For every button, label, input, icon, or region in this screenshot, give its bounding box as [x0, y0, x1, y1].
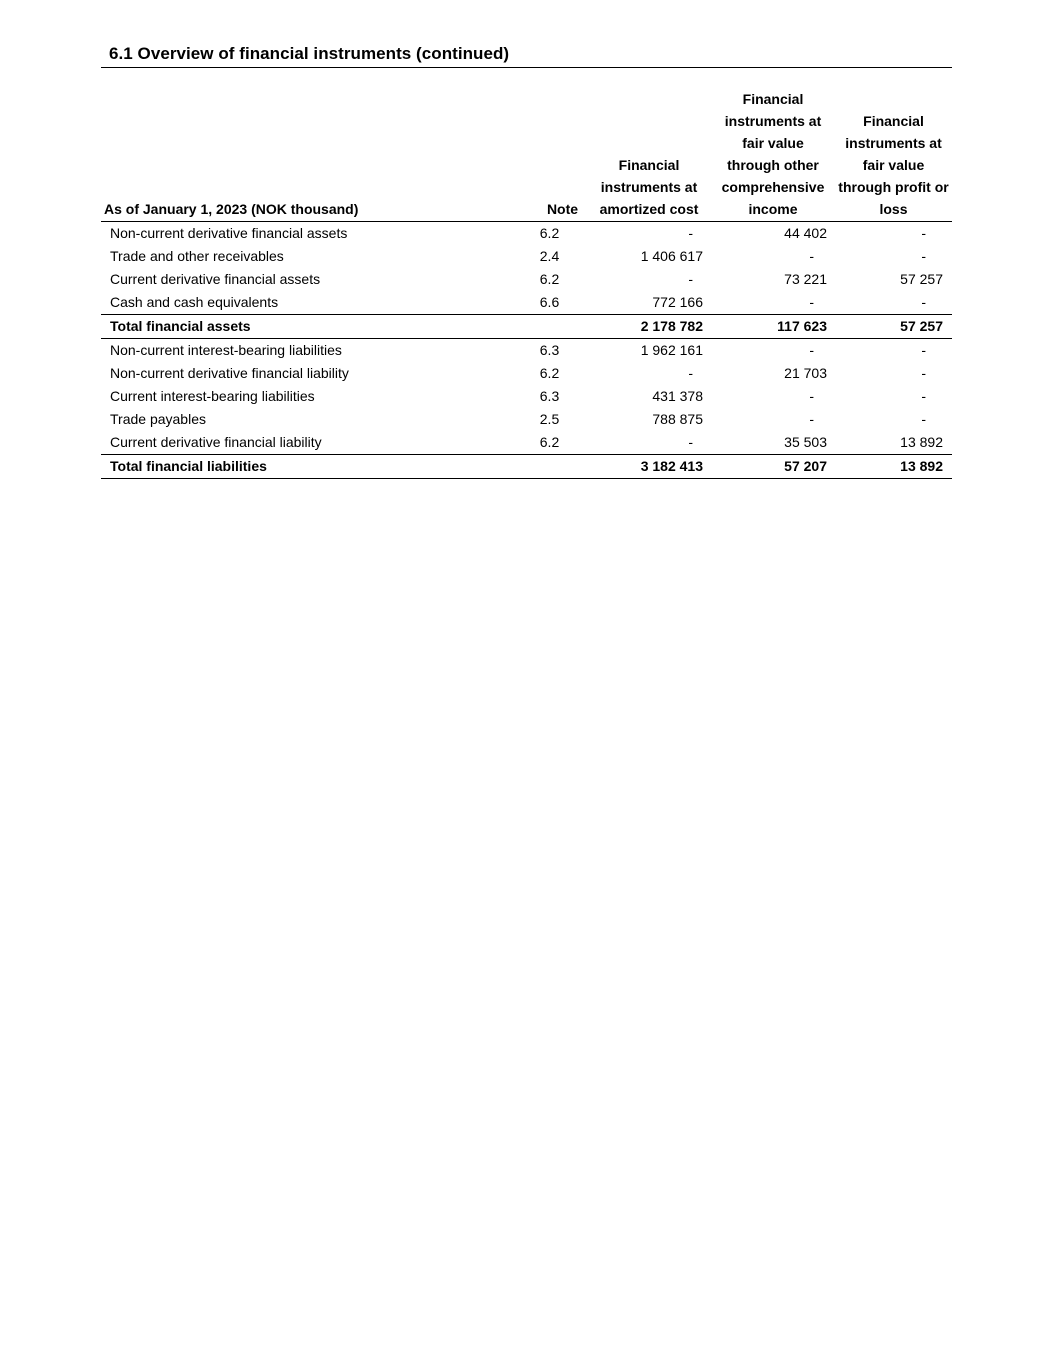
row-note: 6.3 — [539, 388, 560, 404]
row-label: Total financial assets — [101, 315, 511, 339]
row-note: 6.6 — [539, 294, 560, 310]
header-line: instruments at — [724, 113, 822, 129]
cell-fvoci: - — [809, 411, 814, 427]
cell-amortized-cost: 2 178 782 — [587, 315, 711, 339]
row-label: Total financial liabilities — [101, 455, 511, 479]
header-line: loss — [879, 201, 908, 217]
header-line: through other — [727, 157, 819, 173]
header-note: Note — [511, 88, 587, 222]
row-note: 6.2 — [539, 434, 560, 450]
table-row — [101, 245, 952, 268]
header-line: Financial — [742, 91, 804, 107]
cell-fvoci: 35 503 — [784, 434, 827, 450]
row-note: 6.2 — [539, 225, 560, 241]
cell-fvoci: - — [809, 294, 814, 310]
cell-fvtpl: - — [921, 388, 926, 404]
cell-fvtpl: 57 257 — [835, 315, 952, 339]
header-line: through profit or — [838, 179, 949, 195]
row-label: Current interest-bearing liabilities — [110, 388, 315, 404]
cell-fvtpl: - — [921, 248, 926, 264]
header-line: fair value — [862, 157, 925, 173]
row-note: 2.4 — [539, 248, 560, 264]
cell-amortized-cost: 3 182 413 — [587, 455, 711, 479]
cell-fvtpl: - — [921, 365, 926, 381]
header-label: As of January 1, 2023 (NOK thousand) — [101, 88, 511, 222]
financial-instruments-table — [101, 68, 952, 479]
cell-fvtpl: 13 892 — [900, 434, 943, 450]
cell-amortized-cost: 1 962 161 — [640, 342, 703, 358]
header-line: Financial — [618, 157, 680, 173]
cell-fvtpl: - — [921, 342, 926, 358]
cell-fvtpl: - — [921, 225, 926, 241]
table-row — [101, 362, 952, 385]
document-page — [101, 44, 952, 479]
table-row — [101, 268, 952, 291]
cell-amortized-cost: 772 166 — [652, 294, 703, 310]
table-row — [101, 339, 952, 363]
cell-amortized-cost: - — [688, 434, 693, 450]
header-line: instruments at — [845, 135, 942, 151]
cell-fvoci: 117 623 — [711, 315, 835, 339]
cell-amortized-cost: - — [688, 225, 693, 241]
total-financial-assets-row — [101, 315, 952, 339]
row-label: Trade payables — [110, 411, 206, 427]
cell-fvoci: 73 221 — [784, 271, 827, 287]
table-row — [101, 408, 952, 431]
total-financial-liabilities-row — [101, 455, 952, 479]
cell-amortized-cost: - — [688, 365, 693, 381]
cell-fvoci: - — [809, 388, 814, 404]
section-title: 6.1 Overview of financial instruments (continued) — [101, 44, 952, 68]
row-note — [511, 455, 587, 479]
table-row — [101, 222, 952, 246]
cell-fvtpl: 57 257 — [900, 271, 943, 287]
cell-fvoci: 57 207 — [711, 455, 835, 479]
row-note: 2.5 — [539, 411, 560, 427]
row-label: Cash and cash equivalents — [110, 294, 279, 310]
header-line: Financial — [863, 113, 924, 129]
header-amortized-cost — [587, 88, 711, 222]
cell-fvtpl: - — [921, 294, 926, 310]
cell-fvoci: - — [809, 342, 814, 358]
header-fvtpl — [835, 88, 952, 222]
cell-amortized-cost: 1 406 617 — [640, 248, 703, 264]
row-note: 6.2 — [539, 271, 560, 287]
row-note — [511, 315, 587, 339]
cell-amortized-cost: 431 378 — [652, 388, 703, 404]
header-line: amortized cost — [599, 201, 699, 217]
cell-fvtpl: - — [921, 411, 926, 427]
row-label: Current derivative financial assets — [110, 271, 321, 287]
header-line: fair value — [742, 135, 804, 151]
row-note: 6.3 — [539, 342, 560, 358]
cell-amortized-cost: - — [688, 271, 693, 287]
row-label: Current derivative financial liability — [110, 434, 322, 450]
header-line: comprehensive — [721, 179, 825, 195]
cell-amortized-cost: 788 875 — [652, 411, 703, 427]
row-note: 6.2 — [539, 365, 560, 381]
header-fvoci — [711, 88, 835, 222]
row-label: Non-current interest-bearing liabilities — [110, 342, 342, 358]
cell-fvtpl: 13 892 — [835, 455, 952, 479]
cell-fvoci: 44 402 — [784, 225, 827, 241]
table-header-row — [101, 88, 952, 222]
cell-fvoci: - — [809, 248, 814, 264]
row-label: Non-current derivative financial assets — [110, 225, 348, 241]
header-line: income — [748, 201, 798, 217]
table-row — [101, 291, 952, 315]
cell-fvoci: 21 703 — [784, 365, 827, 381]
row-label: Trade and other receivables — [110, 248, 284, 264]
table-row — [101, 385, 952, 408]
table-row — [101, 431, 952, 455]
row-label: Non-current derivative financial liability — [110, 365, 349, 381]
header-line: instruments at — [600, 179, 698, 195]
